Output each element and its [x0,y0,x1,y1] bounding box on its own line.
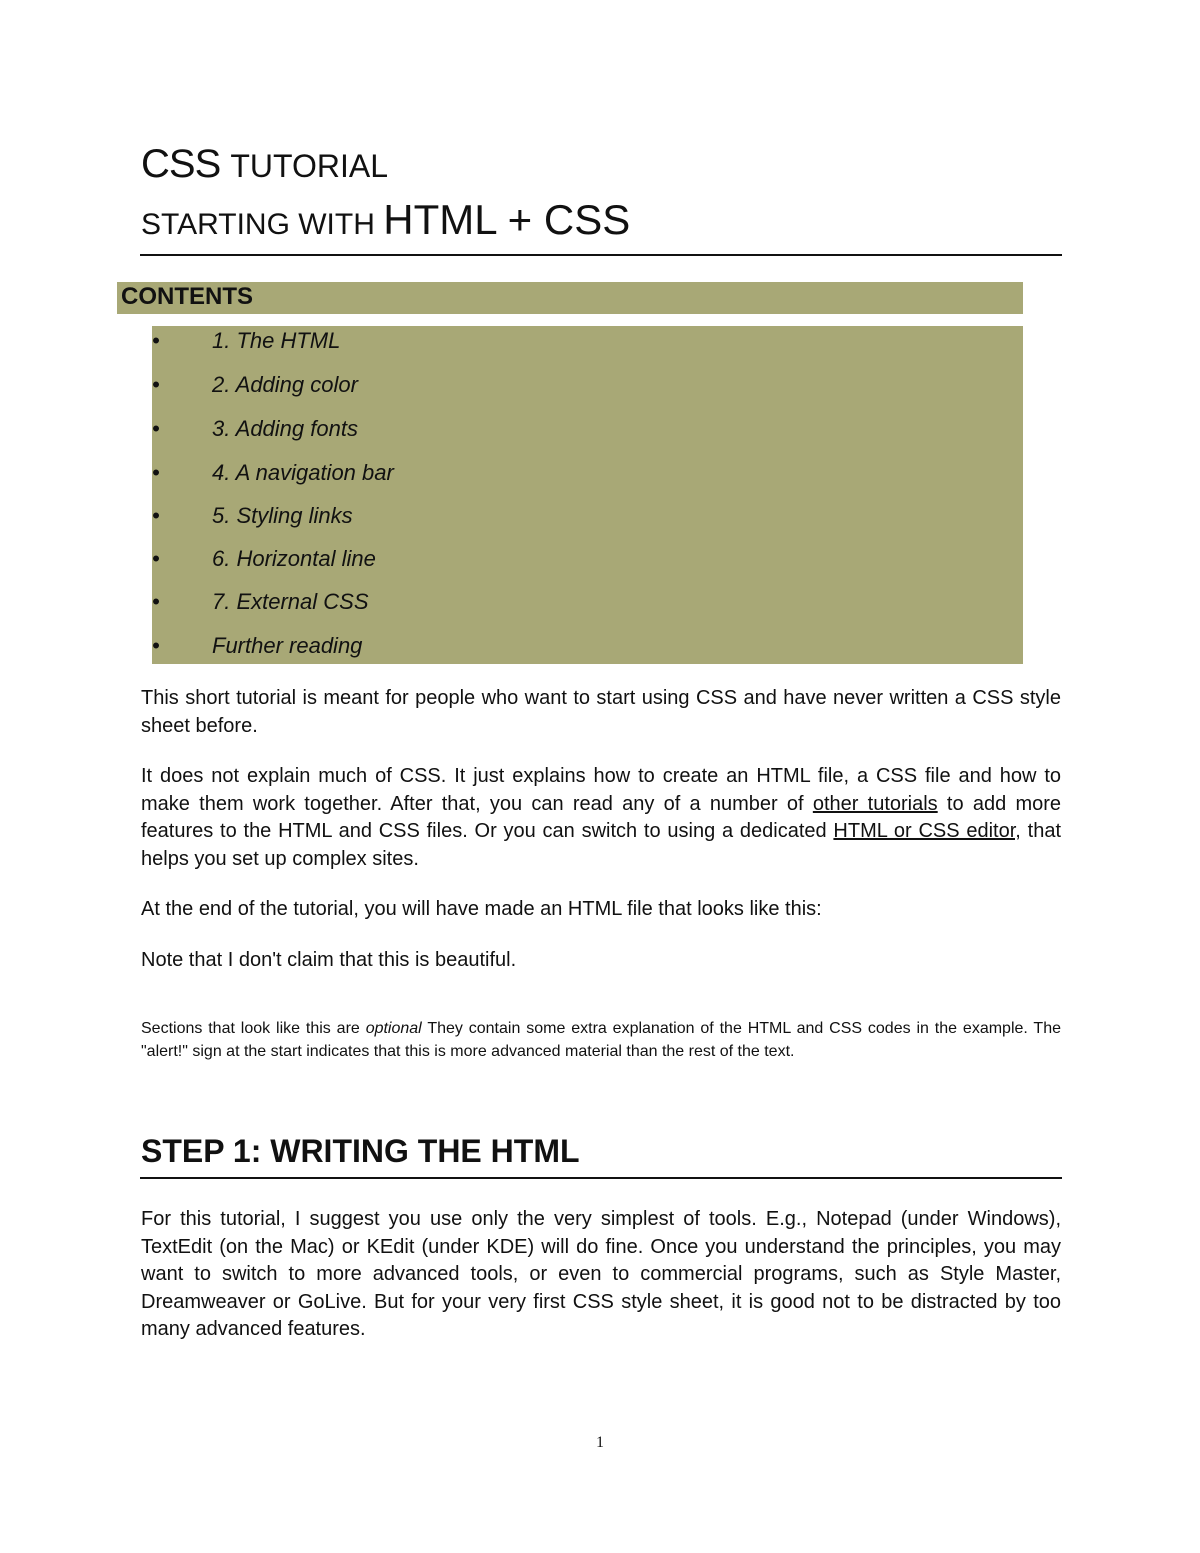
toc-item-label[interactable]: 3. Adding fonts [212,416,358,441]
intro-text: to add more features to the HTML and CSS files. Or you can switch to using a dedicated [141,792,1062,842]
toc-item-label[interactable]: 1. The HTML [212,328,341,353]
step-1-rule [140,1177,1062,1179]
bullet: • [152,546,160,571]
intro-paragraph-4: Note that I don't claim that this is beautiful. [141,949,517,971]
title-tutorial: TUTORIAL [230,148,389,184]
toc-item-label[interactable]: 7. External CSS [212,589,369,614]
note-emphasis: optional [365,1020,422,1037]
title-rule [140,254,1062,256]
toc-item[interactable] [152,587,1023,631]
toc-item[interactable] [152,458,1023,502]
intro-paragraph-2 [141,763,1061,873]
title-starting-with: STARTING WITH [141,208,375,241]
optional-note [141,1017,1061,1063]
toc-item[interactable] [152,631,1023,675]
other-tutorials-link[interactable]: other tutorials [812,792,938,815]
toc-item[interactable] [152,326,1023,370]
bullet: • [152,503,160,528]
intro-paragraph-3: At the end of the tutorial, you will have made an HTML file that looks like this: [141,898,822,920]
bullet: • [152,416,160,441]
intro-text: It does not explain much of CSS. It just explains how to create an HTML file, a CSS file and how to make them work together. After that, you can read any of a number of [141,765,1061,815]
toc-item[interactable] [152,544,1023,588]
step-1-heading: STEP 1: WRITING THE HTML [141,1133,580,1169]
title-css: CSS [141,142,221,186]
toc-item-label[interactable]: 6. Horizontal line [212,546,376,571]
note-text: Sections that look like this are [141,1020,366,1037]
bullet: • [152,460,160,485]
note-text: They contain some extra explanation of the HTML and CSS codes in the example. The "alert!" sign at the start indicates that this is more advanced material than the rest of the text. [141,1020,1062,1060]
title-line-2 [141,196,630,249]
page-number: 1 [596,1434,604,1451]
toc-item-label[interactable]: Further reading [212,633,363,658]
title-line-1 [141,140,388,190]
toc-item-label[interactable]: 5. Styling links [212,503,353,528]
bullet: • [152,328,160,353]
bullet: • [152,633,160,658]
toc-item[interactable] [152,414,1023,458]
toc-item-label[interactable]: 4. A navigation bar [212,460,394,485]
toc-item[interactable] [152,501,1023,545]
bullet: • [152,372,160,397]
bullet: • [152,589,160,614]
toc-item[interactable] [152,370,1023,414]
toc-item-label[interactable]: 2. Adding color [212,372,358,397]
step-1-body: For this tutorial, I suggest you use only the very simplest of tools. E.g., Notepad (under Windows), TextEdit (on the Mac) or KEdit (under KDE) will do fine. Once you understand the principles, you may want to switch to more advanced tools, or even to commercial programs, such as Style Master, Dreamweaver or GoLive. But for your very first CSS style sheet, it is good not to be distracted by too many advanced features. [141,1208,1061,1340]
html-css-editor-link[interactable]: HTML or CSS editor, [833,820,1021,842]
intro-paragraph-1: This short tutorial is meant for people who want to start using CSS and have never written a CSS style sheet before. [141,687,1061,737]
contents-list [152,326,1023,664]
intro-text: that helps you set up complex sites. [141,820,1061,870]
title-html-css: HTML + CSS [383,196,631,243]
contents-heading: CONTENTS [117,282,1023,314]
